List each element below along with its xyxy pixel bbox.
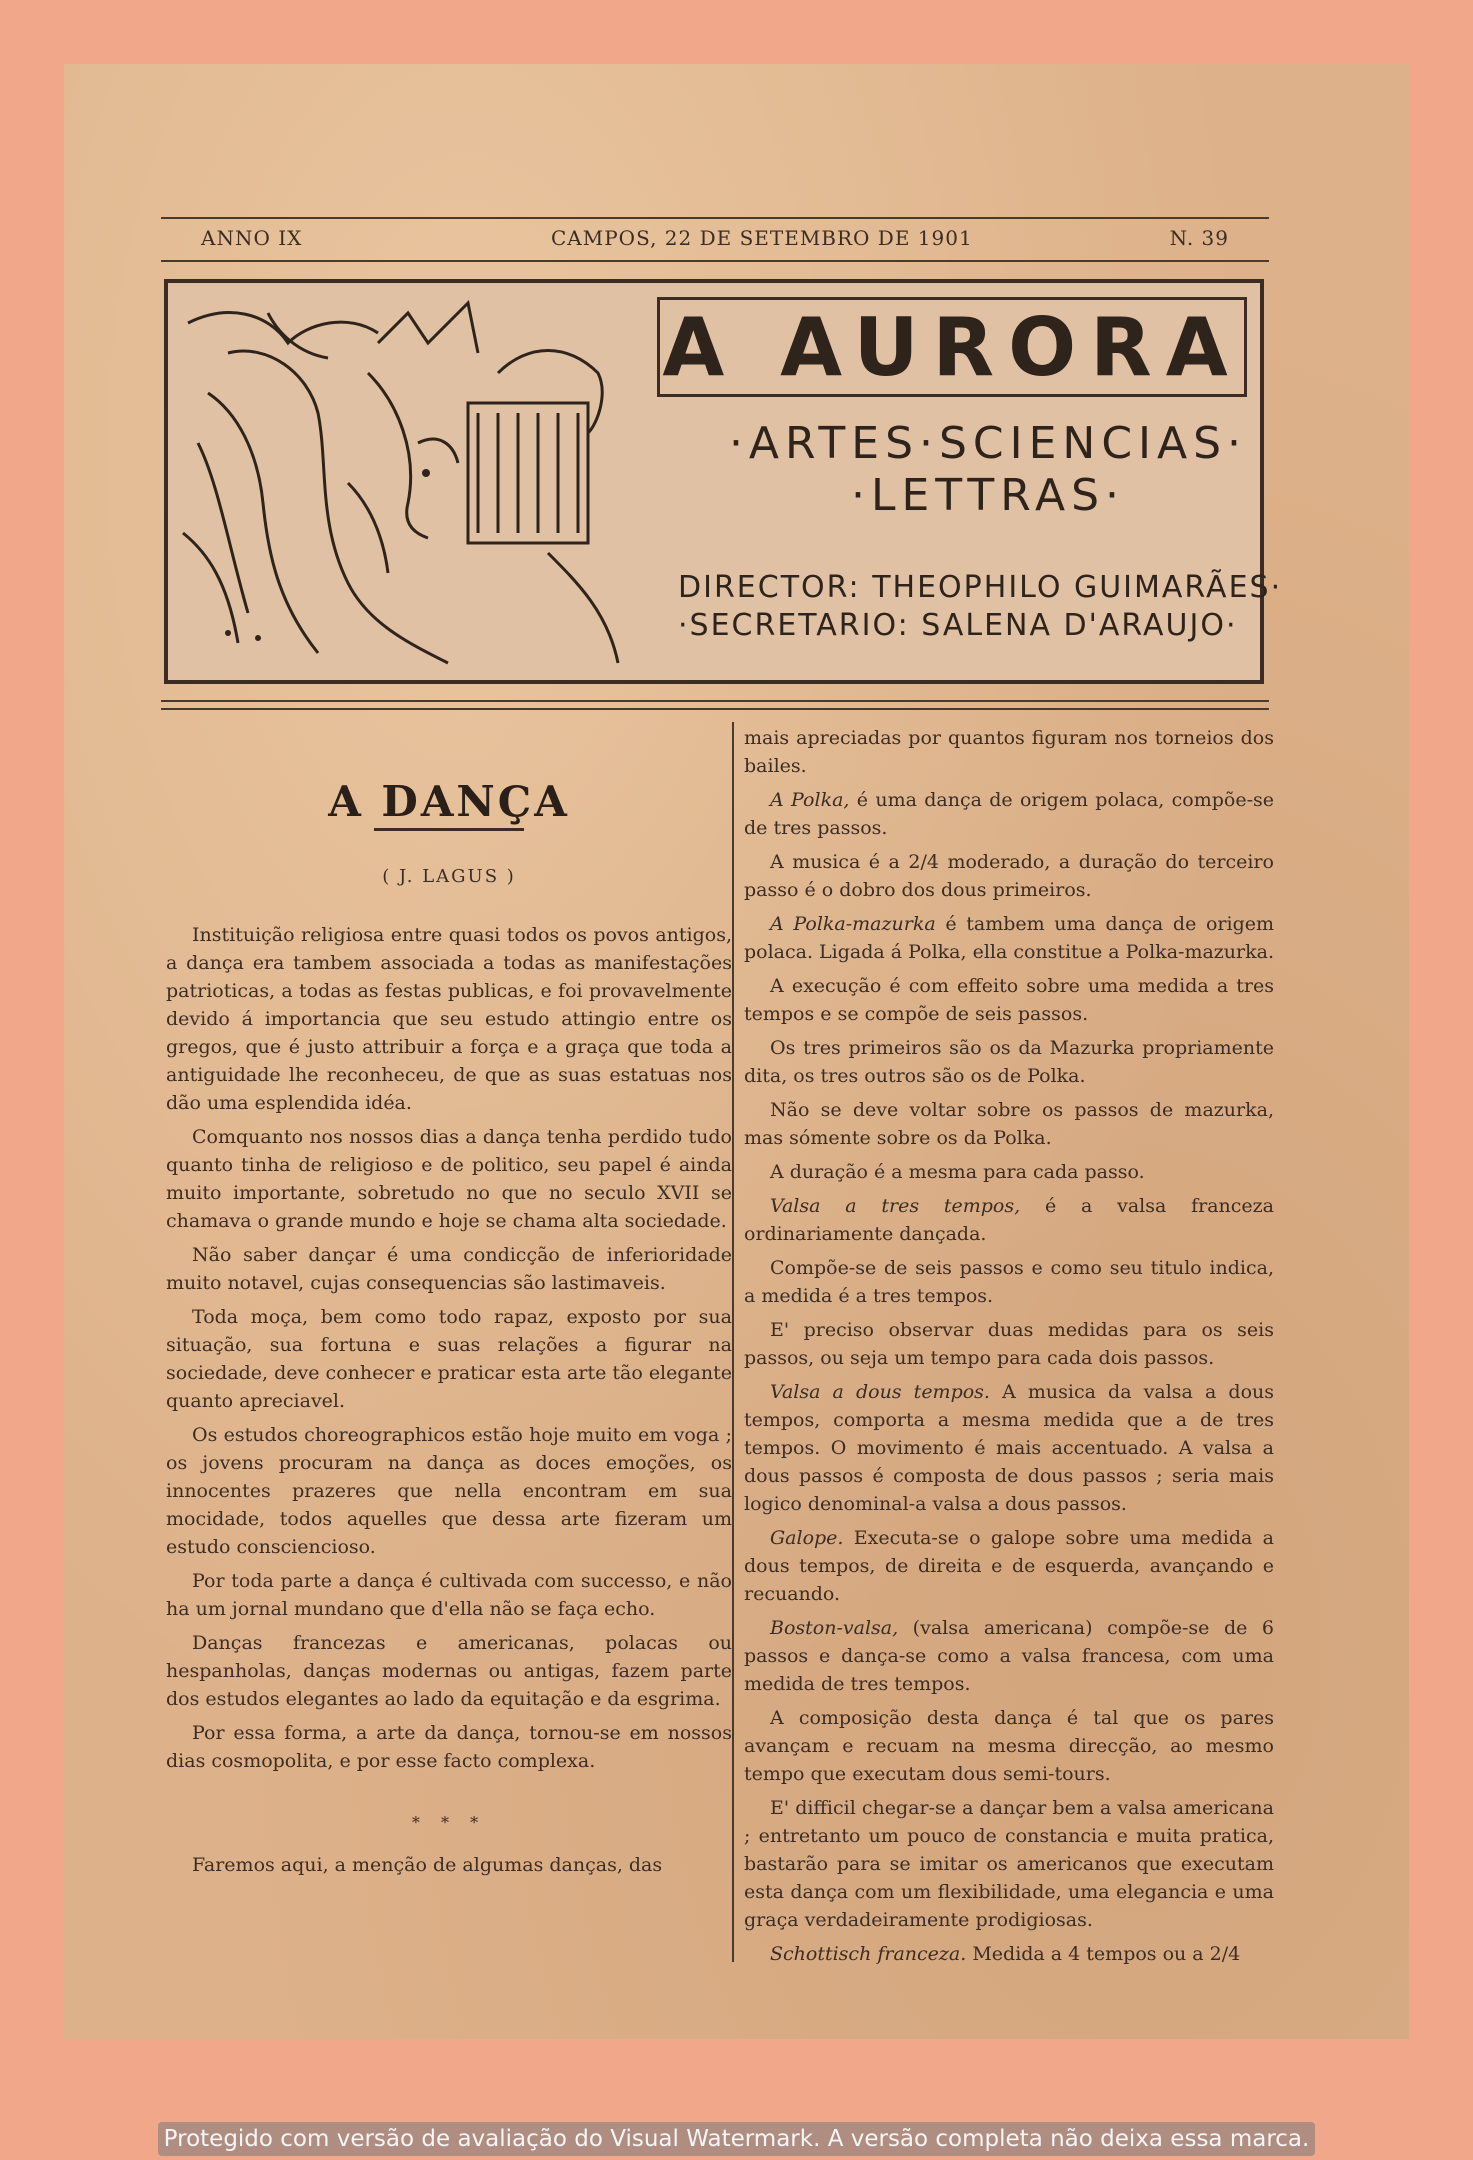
subtitle-line-1: ·ARTES·SCIENCIAS· <box>728 418 1248 469</box>
dance-name: A Polka-mazurka <box>770 913 936 935</box>
paragraph: Por essa forma, a arte da dança, tornou-se em nossos dias cosmopolita, e por esse facto complexa. <box>166 1722 732 1772</box>
subtitle-line-2: ·LETTRAS· <box>850 470 1126 521</box>
director-row <box>678 569 1283 607</box>
paragraph: Comquanto nos nossos dias a dança tenha perdido tudo quanto tinha de religioso e de politico, seu papel é ainda muito importante, sobretudo no que no seculo XVII se chamava o grande mundo e hoje se chama alta sociedade. <box>166 1126 732 1232</box>
article-byline: ( J. LAGUS ) <box>382 866 516 887</box>
top-rule <box>161 217 1269 219</box>
watermark-banner <box>0 2118 1473 2160</box>
paragraph: E' preciso observar duas medidas para os seis passos, ou seja um tempo para cada dois passos. <box>744 1319 1274 1369</box>
paragraph: A execução é com effeito sobre uma medida a tres tempos e se compõe de seis passos. <box>744 975 1274 1025</box>
dateline <box>161 222 1269 256</box>
paragraph: Faremos aqui, a menção de algumas danças, das <box>192 1854 663 1876</box>
dance-name: A Polka, <box>770 789 850 811</box>
secretary-row <box>678 607 1238 645</box>
paragraph: Os tres primeiros são os da Mazurka propriamente dita, os tres outros são os de Polka. <box>744 1037 1274 1087</box>
art-nouveau-woman-illustration <box>168 283 638 680</box>
dance-name: Valsa a tres tempos, <box>770 1195 1021 1217</box>
left-column <box>166 764 732 1885</box>
paragraph: A Polka, é uma dança de origem polaca, compõe-se de tres passos. <box>744 789 1274 839</box>
issue-year: ANNO IX <box>201 226 303 250</box>
paragraph: Compõe-se de seis passos e como seu titulo indica, a medida é a tres tempos. <box>744 1257 1274 1307</box>
director-label: DIRECTOR: <box>678 570 861 605</box>
paragraph: Não saber dançar é uma condicção de inferioridade muito notavel, cujas consequencias são lastimaveis. <box>166 1244 732 1294</box>
paragraph: Por toda parte a dança é cultivada com successo, e não ha um jornal mundano que d'ella não se faça echo. <box>166 1570 732 1620</box>
paragraph: Valsa a dous tempos. A musica da valsa a dous tempos, comporta a mesma medida que a de tres tempos. O movimento é mais accentuado. A valsa a dous passos é composta de dous passos ; seria mais logico denominal-a valsa a dous passos. <box>744 1381 1274 1515</box>
dance-name: Schottisch franceza. <box>770 1943 967 1965</box>
paragraph: Danças francezas e americanas, polacas ou hespanholas, danças modernas ou antigas, fazem parte dos estudos elegantes ao lado da equitação e da esgrima. <box>166 1632 732 1710</box>
issue-date: CAMPOS, 22 DE SETEMBRO DE 1901 <box>551 226 973 250</box>
masthead-staff <box>678 569 1283 645</box>
article-title: A DANÇA <box>328 777 570 826</box>
masthead-subtitle <box>728 418 1248 522</box>
dance-name: Boston-valsa, <box>770 1617 899 1639</box>
title-rule <box>374 828 524 831</box>
paragraph: E' difficil chegar-se a dançar bem a valsa americana ; entretanto um pouco de constancia e muita pratica, bastarão para se imitar os americanos que executam esta dança com um flexibilidade, uma elegancia e uma graça verdadeiramente prodigiosas. <box>744 1797 1274 1931</box>
paragraph: A composição desta dança é tal que os pares avançam e recuam na mesma direcção, ao mesmo tempo que executam dous semi-tours. <box>744 1707 1274 1785</box>
paragraph: Galope. Executa-se o galope sobre uma medida a dous tempos, de direita e de esquerda, avançando e recuando. <box>744 1527 1274 1605</box>
director-name: THEOPHILO GUIMARÃES· <box>872 570 1283 605</box>
paragraph: Boston-valsa, (valsa americana) compõe-se de 6 passos e dança-se como a valsa francesa, com uma medida de tres tempos. <box>744 1617 1274 1695</box>
newspaper-page <box>64 64 1409 2039</box>
issue-number: N. 39 <box>1169 226 1229 250</box>
paragraph: A Polka-mazurka é tambem uma dança de origem polaca. Ligada á Polka, ella constitue a Polka-mazurka. <box>744 913 1274 963</box>
paragraph: A musica é a 2/4 moderado, a duração do terceiro passo é o dobro dos dous primeiros. <box>744 851 1274 901</box>
masthead-bottom-rule <box>161 700 1269 710</box>
paragraph: Não se deve voltar sobre os passos de mazurka, mas sómente sobre os da Polka. <box>744 1099 1274 1149</box>
masthead <box>164 279 1283 684</box>
paragraph: Os estudos choreographicos estão hoje muito em voga ; os jovens procuram na dança as doces emoções, os innocentes prazeres que nella encontram em sua mocidade, todos aquelles que dessa arte fizeram um estudo consciencioso. <box>166 1424 732 1558</box>
dateline-rule <box>161 260 1269 262</box>
section-stars: * * * <box>411 1813 487 1832</box>
paragraph: Instituição religiosa entre quasi todos os povos antigos, a dança era tambem associada a todas as manifestações patrioticas, a todas as festas publicas, e foi provavelmente devido á importancia que seu estudo attingio entre os gregos, que é justo attribuir a força e a graça que toda a antiguidade lhe reconheceu, de que as suas estatuas nos dão uma esplendida idéa. <box>166 924 732 1114</box>
dance-name: Galope. <box>770 1527 844 1549</box>
paragraph: Schottisch franceza. Medida a 4 tempos ou a 2/4 <box>770 1943 1241 1965</box>
paragraph: Toda moça, bem como todo rapaz, exposto por sua situação, sua fortuna e suas relações a figurar na sociedade, deve conhecer e praticar esta arte tão elegante quanto apreciavel. <box>166 1306 732 1412</box>
paragraph: mais apreciadas por quantos figuram nos torneios dos bailes. <box>744 727 1274 777</box>
masthead-title: A AURORA <box>657 297 1247 397</box>
secretary-label: ·SECRETARIO: <box>678 608 910 643</box>
watermark-text: Protegido com versão de avaliação do Visual Watermark. A versão completa não deixa essa marca. <box>158 2122 1316 2156</box>
paragraph: Valsa a tres tempos, é a valsa franceza ordinariamente dançada. <box>744 1195 1274 1245</box>
secretary-name: SALENA D'ARAUJO· <box>921 608 1238 643</box>
paragraph: A duração é a mesma para cada passo. <box>770 1161 1145 1183</box>
dance-name: Valsa a dous tempos. <box>770 1381 990 1403</box>
right-column <box>744 724 1274 1974</box>
column-divider <box>732 722 734 1962</box>
